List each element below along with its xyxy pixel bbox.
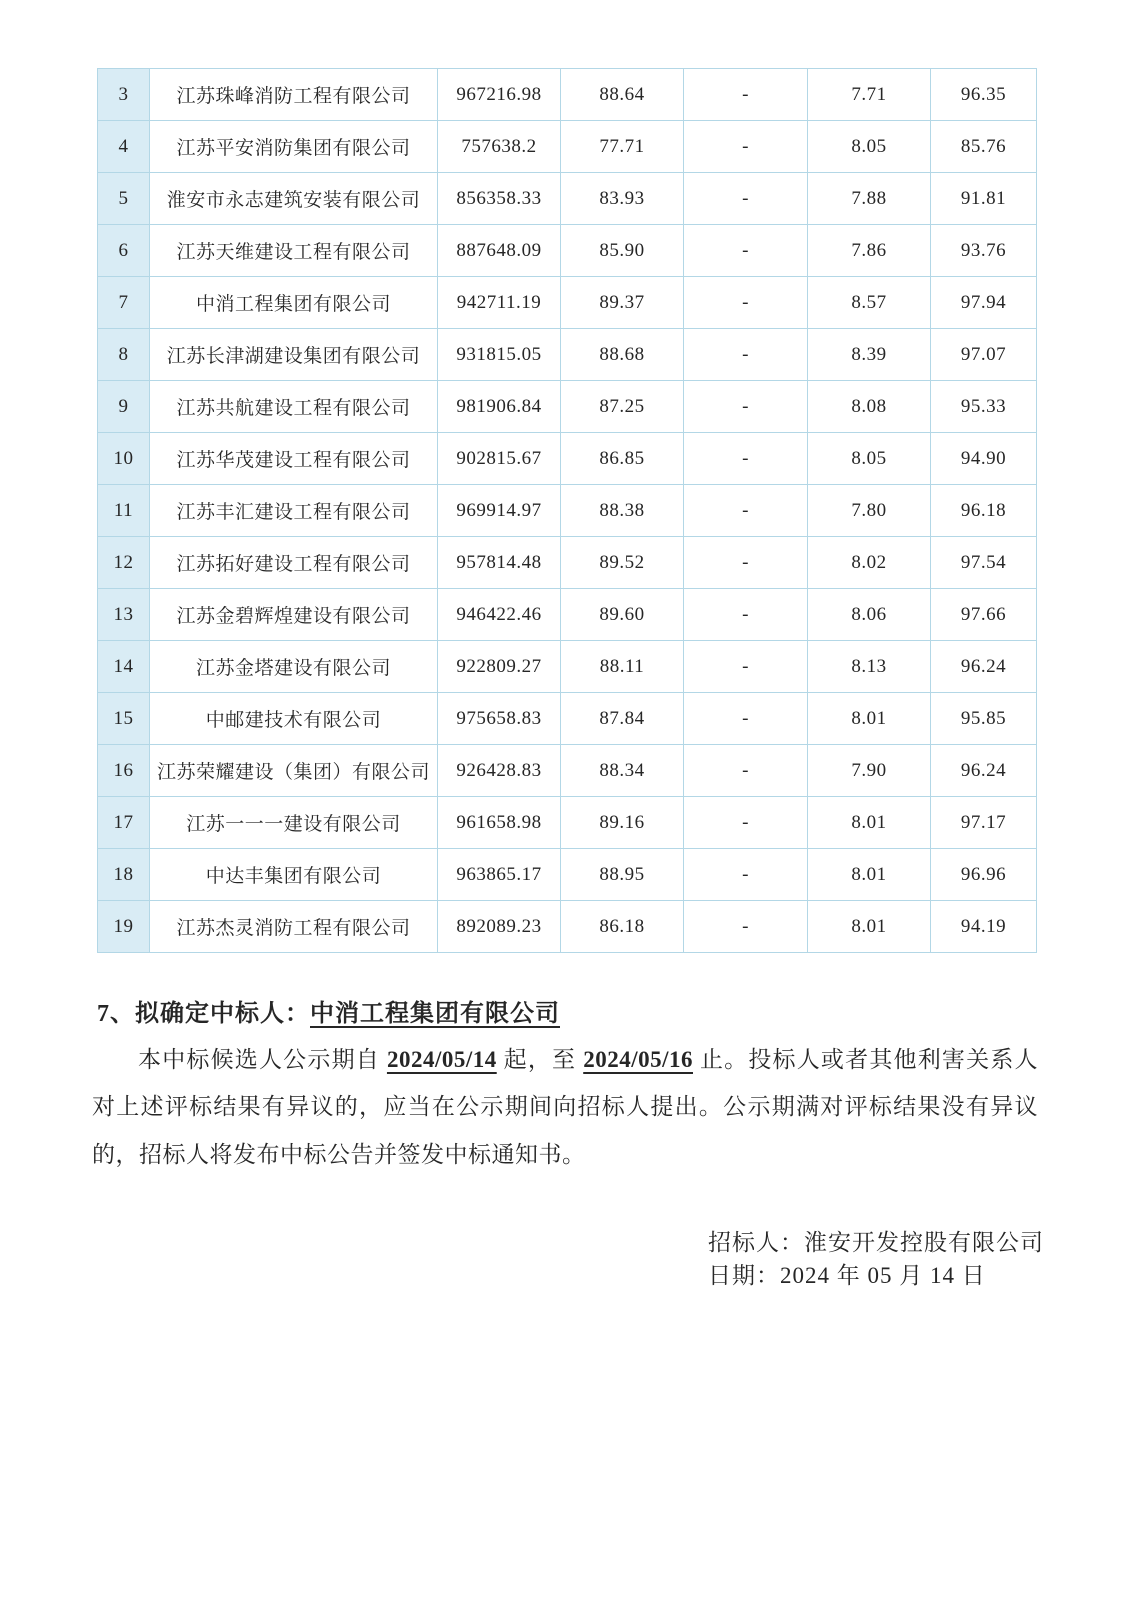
technical-score: 89.52 bbox=[561, 537, 684, 589]
total-score: 95.85 bbox=[931, 693, 1037, 745]
company-name: 中达丰集团有限公司 bbox=[150, 849, 438, 901]
notice-text-3: 止。投标人或者其他利害关系人对上述评标结果有异议的，应当在公示期间向招标人提出。公示期满对评标结果没有异议的，招标人将发布中标公告并签发中标通知书。 bbox=[92, 1047, 1039, 1167]
row-index: 13 bbox=[98, 589, 150, 641]
company-name: 江苏平安消防集团有限公司 bbox=[150, 121, 438, 173]
company-name: 江苏珠峰消防工程有限公司 bbox=[150, 69, 438, 121]
notice-text-2: 起，至 bbox=[496, 1047, 584, 1072]
price-score: 7.88 bbox=[808, 173, 931, 225]
dash-cell: - bbox=[684, 69, 808, 121]
total-score: 85.76 bbox=[931, 121, 1037, 173]
row-index: 5 bbox=[98, 173, 150, 225]
row-index: 14 bbox=[98, 641, 150, 693]
table-row bbox=[98, 641, 1037, 693]
table-row bbox=[98, 797, 1037, 849]
row-index: 12 bbox=[98, 537, 150, 589]
bid-price: 961658.98 bbox=[438, 797, 561, 849]
row-index: 17 bbox=[98, 797, 150, 849]
total-score: 96.18 bbox=[931, 485, 1037, 537]
company-name: 江苏杰灵消防工程有限公司 bbox=[150, 901, 438, 953]
table-row bbox=[98, 537, 1037, 589]
dash-cell: - bbox=[684, 745, 808, 797]
technical-score: 88.95 bbox=[561, 849, 684, 901]
bid-evaluation-table bbox=[97, 68, 1037, 953]
price-score: 8.01 bbox=[808, 693, 931, 745]
price-score: 8.01 bbox=[808, 797, 931, 849]
total-score: 97.66 bbox=[931, 589, 1037, 641]
publicity-start-date: 2024/05/14 bbox=[386, 1047, 497, 1072]
dash-cell: - bbox=[684, 693, 808, 745]
total-score: 91.81 bbox=[931, 173, 1037, 225]
row-index: 3 bbox=[98, 69, 150, 121]
total-score: 96.35 bbox=[931, 69, 1037, 121]
table-row bbox=[98, 693, 1037, 745]
bid-price: 902815.67 bbox=[438, 433, 561, 485]
total-score: 93.76 bbox=[931, 225, 1037, 277]
row-index: 7 bbox=[98, 277, 150, 329]
total-score: 94.90 bbox=[931, 433, 1037, 485]
bid-price: 757638.2 bbox=[438, 121, 561, 173]
technical-score: 85.90 bbox=[561, 225, 684, 277]
total-score: 96.24 bbox=[931, 745, 1037, 797]
technical-score: 89.37 bbox=[561, 277, 684, 329]
technical-score: 89.60 bbox=[561, 589, 684, 641]
dash-cell: - bbox=[684, 329, 808, 381]
price-score: 8.02 bbox=[808, 537, 931, 589]
dash-cell: - bbox=[684, 849, 808, 901]
bid-price: 975658.83 bbox=[438, 693, 561, 745]
company-name: 江苏金碧辉煌建设有限公司 bbox=[150, 589, 438, 641]
company-name: 中消工程集团有限公司 bbox=[150, 277, 438, 329]
technical-score: 87.25 bbox=[561, 381, 684, 433]
price-score: 8.05 bbox=[808, 121, 931, 173]
price-score: 8.01 bbox=[808, 901, 931, 953]
technical-score: 88.64 bbox=[561, 69, 684, 121]
publicity-end-date: 2024/05/16 bbox=[583, 1047, 693, 1072]
row-index: 8 bbox=[98, 329, 150, 381]
table-row bbox=[98, 849, 1037, 901]
row-index: 15 bbox=[98, 693, 150, 745]
winner-heading bbox=[97, 993, 560, 1028]
total-score: 97.07 bbox=[931, 329, 1037, 381]
dash-cell: - bbox=[684, 641, 808, 693]
row-index: 16 bbox=[98, 745, 150, 797]
company-name: 淮安市永志建筑安装有限公司 bbox=[150, 173, 438, 225]
technical-score: 86.85 bbox=[561, 433, 684, 485]
total-score: 94.19 bbox=[931, 901, 1037, 953]
dash-cell: - bbox=[684, 589, 808, 641]
total-score: 96.24 bbox=[931, 641, 1037, 693]
row-index: 6 bbox=[98, 225, 150, 277]
price-score: 8.05 bbox=[808, 433, 931, 485]
company-name: 江苏长津湖建设集团有限公司 bbox=[150, 329, 438, 381]
price-score: 8.13 bbox=[808, 641, 931, 693]
price-score: 8.06 bbox=[808, 589, 931, 641]
total-score: 97.17 bbox=[931, 797, 1037, 849]
dash-cell: - bbox=[684, 277, 808, 329]
winner-heading-label: 7、拟确定中标人： bbox=[97, 1001, 310, 1027]
price-score: 7.80 bbox=[808, 485, 931, 537]
row-index: 18 bbox=[98, 849, 150, 901]
price-score: 8.08 bbox=[808, 381, 931, 433]
bid-price: 931815.05 bbox=[438, 329, 561, 381]
row-index: 4 bbox=[98, 121, 150, 173]
dash-cell: - bbox=[684, 485, 808, 537]
winner-company-name: 中消工程集团有限公司 bbox=[310, 1001, 560, 1027]
technical-score: 88.11 bbox=[561, 641, 684, 693]
dash-cell: - bbox=[684, 225, 808, 277]
publicity-notice-paragraph bbox=[92, 1036, 1038, 1178]
row-index: 9 bbox=[98, 381, 150, 433]
bid-price: 967216.98 bbox=[438, 69, 561, 121]
bid-price: 969914.97 bbox=[438, 485, 561, 537]
company-name: 江苏华茂建设工程有限公司 bbox=[150, 433, 438, 485]
date-line: 日期：2024 年 05 月 14 日 bbox=[708, 1263, 986, 1289]
bid-price: 963865.17 bbox=[438, 849, 561, 901]
bid-price: 922809.27 bbox=[438, 641, 561, 693]
technical-score: 87.84 bbox=[561, 693, 684, 745]
technical-score: 88.38 bbox=[561, 485, 684, 537]
dash-cell: - bbox=[684, 173, 808, 225]
table-row bbox=[98, 277, 1037, 329]
company-name: 江苏一一一建设有限公司 bbox=[150, 797, 438, 849]
dash-cell: - bbox=[684, 433, 808, 485]
bid-price: 981906.84 bbox=[438, 381, 561, 433]
technical-score: 89.16 bbox=[561, 797, 684, 849]
row-index: 19 bbox=[98, 901, 150, 953]
bid-price: 887648.09 bbox=[438, 225, 561, 277]
technical-score: 88.34 bbox=[561, 745, 684, 797]
company-name: 江苏金塔建设有限公司 bbox=[150, 641, 438, 693]
price-score: 8.01 bbox=[808, 849, 931, 901]
table-row bbox=[98, 381, 1037, 433]
bid-price: 957814.48 bbox=[438, 537, 561, 589]
company-name: 江苏天维建设工程有限公司 bbox=[150, 225, 438, 277]
bid-price: 946422.46 bbox=[438, 589, 561, 641]
total-score: 95.33 bbox=[931, 381, 1037, 433]
dash-cell: - bbox=[684, 381, 808, 433]
technical-score: 86.18 bbox=[561, 901, 684, 953]
company-name: 中邮建技术有限公司 bbox=[150, 693, 438, 745]
company-name: 江苏丰汇建设工程有限公司 bbox=[150, 485, 438, 537]
table-row bbox=[98, 901, 1037, 953]
table-row bbox=[98, 433, 1037, 485]
bid-price: 926428.83 bbox=[438, 745, 561, 797]
total-score: 97.54 bbox=[931, 537, 1037, 589]
row-index: 11 bbox=[98, 485, 150, 537]
total-score: 96.96 bbox=[931, 849, 1037, 901]
total-score: 97.94 bbox=[931, 277, 1037, 329]
bid-price: 942711.19 bbox=[438, 277, 561, 329]
price-score: 8.39 bbox=[808, 329, 931, 381]
dash-cell: - bbox=[684, 901, 808, 953]
table-row bbox=[98, 329, 1037, 381]
tenderer-line: 招标人：淮安开发控股有限公司 bbox=[708, 1230, 1044, 1255]
technical-score: 83.93 bbox=[561, 173, 684, 225]
price-score: 7.90 bbox=[808, 745, 931, 797]
row-index: 10 bbox=[98, 433, 150, 485]
table-row bbox=[98, 225, 1037, 277]
company-name: 江苏荣耀建设（集团）有限公司 bbox=[150, 745, 438, 797]
technical-score: 77.71 bbox=[561, 121, 684, 173]
notice-text-1: 本中标候选人公示期自 bbox=[138, 1047, 387, 1072]
price-score: 7.86 bbox=[808, 225, 931, 277]
table-body bbox=[98, 69, 1037, 953]
price-score: 7.71 bbox=[808, 69, 931, 121]
signature-block bbox=[708, 1226, 1044, 1293]
technical-score: 88.68 bbox=[561, 329, 684, 381]
table-row bbox=[98, 69, 1037, 121]
dash-cell: - bbox=[684, 797, 808, 849]
company-name: 江苏共航建设工程有限公司 bbox=[150, 381, 438, 433]
table-row bbox=[98, 745, 1037, 797]
bid-price: 892089.23 bbox=[438, 901, 561, 953]
table-row bbox=[98, 485, 1037, 537]
table-row bbox=[98, 121, 1037, 173]
company-name: 江苏拓好建设工程有限公司 bbox=[150, 537, 438, 589]
price-score: 8.57 bbox=[808, 277, 931, 329]
dash-cell: - bbox=[684, 537, 808, 589]
table-row bbox=[98, 173, 1037, 225]
table-row bbox=[98, 589, 1037, 641]
bid-price: 856358.33 bbox=[438, 173, 561, 225]
dash-cell: - bbox=[684, 121, 808, 173]
